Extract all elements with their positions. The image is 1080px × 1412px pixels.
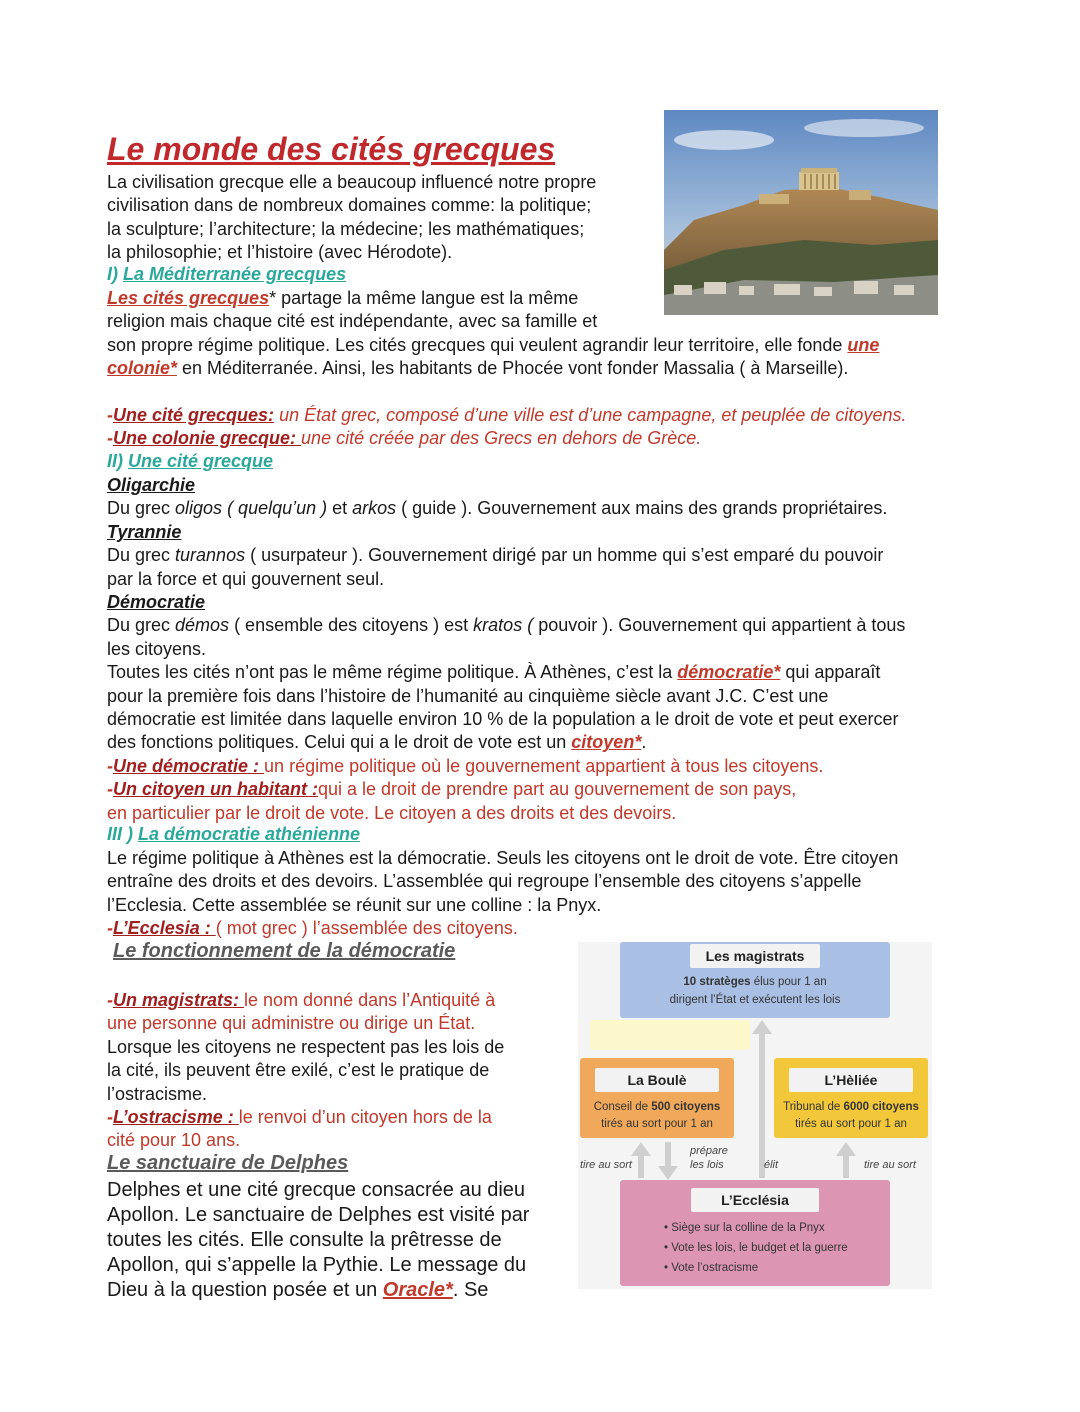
term-oracle: Oracle* <box>382 1279 453 1301</box>
boule-title: La Boulè <box>595 1068 719 1092</box>
section-2-heading: II) Une cité grecque <box>107 451 274 471</box>
definition-colonie: -Une colonie grecque: une cité créée par des Grecs en dehors de Grèce. <box>107 428 702 448</box>
intro-paragraph: La civilisation grecque elle a beaucoup influencé notre propre civilisation dans de nombreux domaines comme: la politique; la sculpture; l’architecture; la médecine; les mathématiques; la philosophie; et l’histoire (avec Hérodote). <box>107 172 597 263</box>
delphes-paragraph: Delphes et une cité grecque consacrée au dieu Apollon. Le sanctuaire de Delphes est visité par toutes les cités. Elle consulte la prêtresse de Apollon, qui s’appelle la Pythie. Le message du Dieu à la question posée et un Oracle*. Se <box>107 1179 530 1301</box>
term-cites-grecques: Les cités grecques <box>107 288 270 308</box>
term-colonie: colonie* <box>107 358 178 379</box>
label-elit: élit <box>764 1159 779 1171</box>
definition-ecclesia: -L’Ecclesia : ( mot grec ) l’assemblée des citoyens. <box>107 918 518 939</box>
definition-democratie: -Une démocratie : un régime politique où le gouvernement appartient à tous les citoyens. <box>107 755 824 776</box>
democratie-heading: Démocratie <box>107 592 206 613</box>
subtitle-fonctionnement: Le fonctionnement de la démocratie <box>113 940 456 962</box>
term-citoyen: citoyen* <box>571 732 642 753</box>
athens-democracy-diagram <box>578 942 932 1289</box>
label-tire-au-sort-right: tire au sort <box>864 1159 916 1171</box>
ecclesia-box: L’Ecclésia • Siège sur la colline de la Pnyx • Vote les lois, le budget et la guerre • Vote l’ostracisme <box>620 1180 890 1286</box>
boule-box: La Boulè Conseil de 500 citoyens tirés au sort pour 1 an <box>580 1058 734 1138</box>
section-3-paragraph: Le régime politique à Athènes est la démocratie. Seuls les citoyens ont le droit de vote. Être citoyen entraîne des droits et des devoirs. L’assemblée qui regroupe l’ensemble des citoyens s’appelle l’Ecclesia. Cette assemblée se réunit sur une colline : la Pnyx. -L’Ecclesia : ( mot grec ) l’assemblée des citoyens. <box>107 847 987 941</box>
left-column-text: -Un magistrats: le nom donné dans l’Antiquité à une personne qui administre ou dirige un État. Lorsque les citoyens ne respectent pas les lois de la cité, ils peuvent être exilé, c’est le pratique de l’ostracisme. -L’ostracisme : le renvoi d’un citoyen hors de la cité pour 10 ans. <box>107 989 567 1153</box>
magistrats-box: Les magistrats 10 stratèges élus pour 1 an dirigent l’État et exécutent les lois <box>620 942 890 1018</box>
heliee-title: L’Hèliée <box>789 1068 913 1092</box>
ecclesia-title: L’Ecclésia <box>691 1188 819 1212</box>
section-3-heading: III ) La démocratie athénienne <box>107 824 361 844</box>
oligarchie-heading: Oligarchie <box>107 475 196 495</box>
section-1-paragraph: Les cités grecques* partage la même langue est la même religion mais chaque cité est indépendante, avec sa famille et son propre régime politique. Les cités grecques qui veulent agrandir leur territoire, elle fonde une colonie* en Méditerranée. Ainsi, les habitants de Phocée vont fonder Massalia ( à Marseille). <box>107 288 880 379</box>
definition-citoyen: -Un citoyen un habitant :qui a le droit de prendre part au gouvernement de son pays, <box>107 779 797 800</box>
term-democratie: démocratie* <box>677 662 781 683</box>
section-2-definitions: Oligarchie Du grec oligos ( quelqu’un ) et arkos ( guide ). Gouvernement aux mains des grands propriétaires. Tyrannie Du grec turannos ( usurpateur ). Gouvernement dirigé par un homme qui s’est emparé du pouvoir par la force et qui gouvernent seul. Démocratie Du grec démos ( ensemble des citoyens ) est kratos ( pouvoir ). Gouvernement qui appartient à tous les citoyens. Toutes les cités n’ont pas le même régime politique. À Athènes, c’est la démocratie* qui apparaît pour la première fois dans l’histoire de l’humanité au cinquième siècle avant J.C. C’est une démocratie est limitée dans laquelle environ 10 % de la population a le droit de vote et peut exercer des fonctions politiques. Celui qui a le droit de vote est un citoyen*. -Une démocratie : un régime politique où le gouvernement appartient à tous les citoyens. -Un citoyen un habitant :qui a le droit de prendre part au gouvernement de son pays, en particulier par le droit de vote. Le citoyen a des droits et des devoirs. <box>107 474 987 825</box>
definition-cite: -Une cité grecques: un État grec, composé d’une ville est d’une campagne, et peuplée de citoyens. <box>107 405 907 425</box>
tyrannie-heading: Tyrannie <box>107 521 182 542</box>
magistrats-title: Les magistrats <box>690 944 820 968</box>
label-tire-au-sort-left: tire au sort <box>580 1159 632 1171</box>
definition-magistrats: -Un magistrats: le nom donné dans l’Antiquité à <box>107 990 496 1010</box>
page-title: Le monde des cités grecques <box>107 131 556 167</box>
subtitle-delphes: Le sanctuaire de Delphes <box>107 1152 349 1174</box>
label-prepare: prépare les lois <box>690 1145 728 1171</box>
term-une: une <box>847 334 880 355</box>
heliee-box: L’Hèliée Tribunal de 6000 citoyens tirés au sort pour 1 an <box>774 1058 928 1138</box>
definition-ostracisme: -L’ostracisme : le renvoi d’un citoyen hors de la <box>107 1107 492 1128</box>
acropolis-photo <box>664 110 938 315</box>
section-1-heading: I) La Méditerranée grecques <box>107 264 347 284</box>
